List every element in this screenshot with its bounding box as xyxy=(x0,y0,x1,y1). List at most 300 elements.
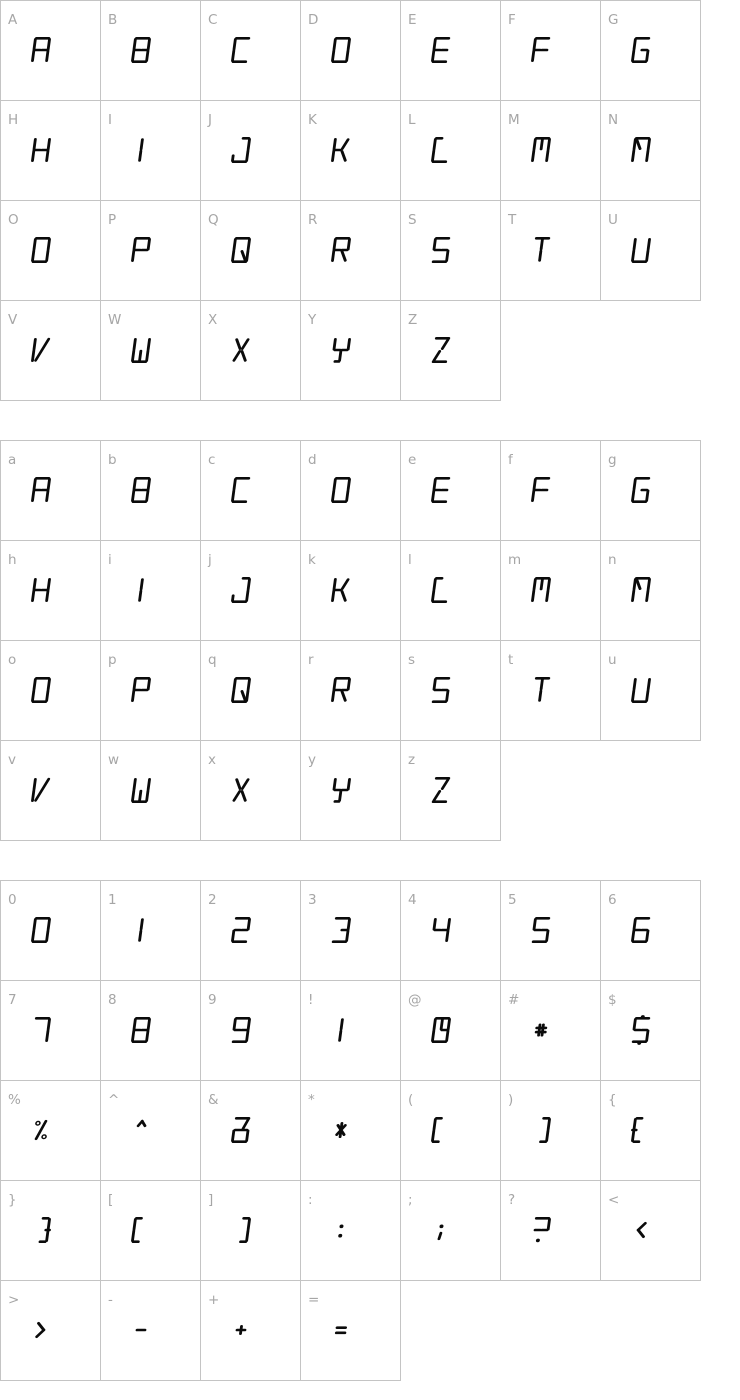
grid-row xyxy=(1,201,701,301)
cell-character-label: ; xyxy=(408,1192,413,1208)
lcd-glyph-svg xyxy=(232,677,249,703)
lcd-glyph-svg xyxy=(132,1217,149,1243)
cell-character-label: D xyxy=(308,12,319,28)
cell-character-label: q xyxy=(208,652,217,668)
lcd-glyph-svg xyxy=(232,917,249,943)
cell-character-label: } xyxy=(8,1192,17,1208)
glyph-cell xyxy=(101,981,201,1081)
glyph-cell xyxy=(501,101,601,201)
glyph-cell xyxy=(1,201,101,301)
cell-character-label: Z xyxy=(408,312,418,328)
cell-character-label: h xyxy=(8,552,17,568)
glyph-cell xyxy=(401,201,501,301)
lcd-glyph-svg xyxy=(532,577,549,603)
lcd-glyph-svg xyxy=(132,917,149,943)
lcd-glyph xyxy=(232,137,249,163)
lcd-glyph xyxy=(232,37,249,63)
lcd-glyph xyxy=(432,917,449,943)
glyph-cell xyxy=(301,1081,401,1181)
cell-character-label: x xyxy=(208,752,216,768)
lcd-glyph-svg xyxy=(432,37,449,63)
lcd-glyph-svg xyxy=(432,1217,449,1243)
glyph-cell xyxy=(601,541,701,641)
cell-character-label: a xyxy=(8,452,17,468)
lcd-glyph-svg xyxy=(632,477,649,503)
lcd-glyph-svg xyxy=(32,37,49,63)
lcd-glyph-svg xyxy=(232,1017,249,1043)
glyph-cell xyxy=(501,441,601,541)
lcd-glyph xyxy=(132,1317,149,1343)
cell-character-label: d xyxy=(308,452,317,468)
glyph-cell xyxy=(101,1081,201,1181)
lcd-glyph xyxy=(332,1017,349,1043)
glyph-cell xyxy=(301,441,401,541)
cell-character-label: v xyxy=(8,752,16,768)
cell-character-label: * xyxy=(308,1092,315,1108)
cell-character-label: E xyxy=(408,12,417,28)
lcd-glyph-svg xyxy=(332,577,349,603)
lcd-glyph xyxy=(32,1017,49,1043)
cell-character-label: 9 xyxy=(208,992,217,1008)
glyph-cell xyxy=(201,741,301,841)
cell-character-label: c xyxy=(208,452,216,468)
lcd-glyph-svg xyxy=(532,1217,549,1243)
lcd-glyph-svg xyxy=(432,337,449,363)
lcd-glyph xyxy=(232,1017,249,1043)
cell-character-label: r xyxy=(308,652,314,668)
cell-character-label: p xyxy=(108,652,117,668)
lcd-glyph-svg xyxy=(32,917,49,943)
cell-character-label: l xyxy=(408,552,412,568)
grid-row xyxy=(1,1181,701,1281)
lcd-glyph xyxy=(332,1117,349,1143)
lcd-glyph-svg xyxy=(432,1117,449,1143)
lcd-glyph-svg xyxy=(632,137,649,163)
glyph-cell xyxy=(1,1081,101,1181)
grid-row xyxy=(1,541,701,641)
cell-character-label: m xyxy=(508,552,522,568)
lcd-glyph-svg xyxy=(132,337,149,363)
lcd-glyph xyxy=(32,477,49,503)
cell-character-label: @ xyxy=(408,992,422,1008)
glyph-cell xyxy=(1,881,101,981)
grid-row xyxy=(1,981,701,1081)
lcd-glyph xyxy=(32,1117,49,1143)
glyph-cell xyxy=(601,981,701,1081)
lcd-glyph-svg xyxy=(132,577,149,603)
glyph-cell xyxy=(601,441,701,541)
lcd-glyph-svg xyxy=(232,337,249,363)
lcd-glyph xyxy=(32,1217,49,1243)
glyph-cell xyxy=(201,101,301,201)
glyph-cell xyxy=(301,1181,401,1281)
lcd-glyph xyxy=(32,677,49,703)
lcd-glyph xyxy=(232,917,249,943)
lcd-glyph-svg xyxy=(632,1017,649,1043)
lcd-glyph xyxy=(232,777,249,803)
lcd-glyph-svg xyxy=(432,1017,449,1043)
lcd-glyph-svg xyxy=(232,477,249,503)
lcd-glyph xyxy=(32,37,49,63)
lcd-glyph-svg xyxy=(332,1217,349,1243)
glyph-cell xyxy=(601,1,701,101)
glyph-cell xyxy=(101,741,201,841)
glyph-cell xyxy=(401,101,501,201)
lcd-glyph-svg xyxy=(132,137,149,163)
lcd-glyph-svg xyxy=(232,1217,249,1243)
glyph-cell xyxy=(101,441,201,541)
glyph-cell xyxy=(501,981,601,1081)
cell-character-label: 7 xyxy=(8,992,17,1008)
lcd-glyph xyxy=(432,677,449,703)
glyph-cell xyxy=(501,641,601,741)
cell-character-label: w xyxy=(108,752,120,768)
glyph-cell xyxy=(101,1281,201,1381)
lcd-glyph-svg xyxy=(232,237,249,263)
cell-character-label: 3 xyxy=(308,892,317,908)
lcd-glyph-svg xyxy=(432,237,449,263)
cell-character-label: b xyxy=(108,452,117,468)
cell-character-label: 1 xyxy=(108,892,117,908)
lcd-glyph-svg xyxy=(32,1117,49,1143)
cell-character-label: A xyxy=(8,12,18,28)
cell-character-label: Y xyxy=(308,312,317,328)
lcd-glyph-svg xyxy=(332,777,349,803)
lcd-glyph-svg xyxy=(432,137,449,163)
glyph-cell xyxy=(201,641,301,741)
lcd-glyph xyxy=(432,237,449,263)
lcd-glyph-svg xyxy=(32,1217,49,1243)
glyph-cell xyxy=(201,881,301,981)
lcd-glyph xyxy=(632,237,649,263)
glyph-cell xyxy=(1,301,101,401)
glyph-cell xyxy=(201,441,301,541)
lcd-glyph-svg xyxy=(532,37,549,63)
cell-character-label: 4 xyxy=(408,892,417,908)
lcd-glyph xyxy=(32,1317,49,1343)
cell-character-label: M xyxy=(508,112,520,128)
cell-character-label: U xyxy=(608,212,618,228)
lcd-glyph-svg xyxy=(332,137,349,163)
glyph-cell xyxy=(1,101,101,201)
glyph-cell xyxy=(501,541,601,641)
cell-character-label: f xyxy=(508,452,513,468)
glyph-cell xyxy=(401,301,501,401)
cell-character-label: 5 xyxy=(508,892,517,908)
lcd-glyph-svg xyxy=(332,337,349,363)
lcd-glyph xyxy=(332,917,349,943)
lcd-glyph xyxy=(532,237,549,263)
lcd-glyph-svg xyxy=(632,37,649,63)
lcd-glyph xyxy=(532,137,549,163)
lcd-glyph-svg xyxy=(432,477,449,503)
lcd-glyph xyxy=(432,1217,449,1243)
cell-character-label: ] xyxy=(208,1192,214,1208)
glyph-cell xyxy=(1,1281,101,1381)
grid-row xyxy=(1,301,701,401)
glyph-cell xyxy=(401,981,501,1081)
glyph-cell xyxy=(501,1,601,101)
glyph-cell xyxy=(301,101,401,201)
lcd-glyph xyxy=(332,577,349,603)
lcd-glyph-svg xyxy=(532,237,549,263)
glyph-cell xyxy=(601,1181,701,1281)
cell-character-label: t xyxy=(508,652,514,668)
cell-character-label: ) xyxy=(508,1092,514,1108)
lcd-glyph xyxy=(532,477,549,503)
cell-character-label: G xyxy=(608,12,619,28)
lcd-glyph-svg xyxy=(132,237,149,263)
cell-character-label: : xyxy=(308,1192,313,1208)
lcd-glyph xyxy=(632,677,649,703)
grid-row xyxy=(1,881,701,981)
lcd-glyph-svg xyxy=(32,777,49,803)
cell-character-label: = xyxy=(308,1292,320,1308)
glyph-cell xyxy=(101,301,201,401)
cell-character-label: 8 xyxy=(108,992,117,1008)
cell-character-label: s xyxy=(408,652,416,668)
lcd-glyph-svg xyxy=(432,577,449,603)
cell-character-label: y xyxy=(308,752,316,768)
cell-character-label: i xyxy=(108,552,112,568)
glyph-cell xyxy=(601,101,701,201)
glyph-cell xyxy=(301,641,401,741)
lcd-glyph xyxy=(232,1117,249,1143)
lcd-glyph xyxy=(532,677,549,703)
glyph-cell xyxy=(601,1081,701,1181)
cell-character-label: { xyxy=(608,1092,617,1108)
lcd-glyph-svg xyxy=(32,677,49,703)
glyph-cell xyxy=(301,741,401,841)
lcd-glyph xyxy=(432,137,449,163)
lcd-glyph xyxy=(532,1017,549,1043)
lcd-glyph-svg xyxy=(532,137,549,163)
lcd-glyph xyxy=(132,917,149,943)
glyph-cell xyxy=(101,201,201,301)
cell-character-label: Q xyxy=(208,212,219,228)
lcd-glyph xyxy=(632,137,649,163)
lcd-glyph-svg xyxy=(132,477,149,503)
cell-character-label: 0 xyxy=(8,892,17,908)
glyph-cell xyxy=(1,441,101,541)
glyph-cell xyxy=(201,981,301,1081)
glyph-cell xyxy=(401,1081,501,1181)
digits-symbols-grid xyxy=(0,880,701,1381)
lcd-glyph xyxy=(132,237,149,263)
lcd-glyph xyxy=(432,577,449,603)
glyph-cell xyxy=(201,201,301,301)
lcd-glyph xyxy=(532,37,549,63)
cell-character-label: k xyxy=(308,552,316,568)
lcd-glyph xyxy=(32,577,49,603)
lcd-glyph xyxy=(632,1017,649,1043)
lcd-glyph xyxy=(432,337,449,363)
glyph-cell xyxy=(301,1,401,101)
lcd-glyph xyxy=(32,917,49,943)
glyph-cell xyxy=(301,1281,401,1381)
glyph-cell xyxy=(1,641,101,741)
lcd-glyph-svg xyxy=(232,577,249,603)
glyph-cell xyxy=(101,881,201,981)
cell-character-label: V xyxy=(8,312,18,328)
lcd-glyph xyxy=(32,337,49,363)
lcd-glyph-svg xyxy=(132,1317,149,1343)
glyph-cell xyxy=(401,741,501,841)
glyph-cell xyxy=(101,641,201,741)
cell-character-label: < xyxy=(608,1192,620,1208)
lcd-glyph-svg xyxy=(332,37,349,63)
glyph-cell xyxy=(201,301,301,401)
lcd-glyph xyxy=(232,677,249,703)
lcd-glyph-svg xyxy=(632,1117,649,1143)
lcd-glyph xyxy=(332,37,349,63)
lcd-glyph xyxy=(132,677,149,703)
glyph-cell xyxy=(1,741,101,841)
lcd-glyph-svg xyxy=(32,477,49,503)
lcd-glyph xyxy=(132,777,149,803)
cell-character-label: u xyxy=(608,652,617,668)
glyph-cell xyxy=(201,1181,301,1281)
cell-character-label: X xyxy=(208,312,218,328)
cell-character-label: e xyxy=(408,452,417,468)
cell-character-label: O xyxy=(8,212,19,228)
glyph-cell xyxy=(501,201,601,301)
lcd-glyph-svg xyxy=(132,777,149,803)
glyph-cell xyxy=(601,201,701,301)
glyph-cell xyxy=(301,201,401,301)
cell-character-label: o xyxy=(8,652,17,668)
lcd-glyph-svg xyxy=(332,677,349,703)
cell-character-label: + xyxy=(208,1292,220,1308)
lcd-glyph-svg xyxy=(132,1117,149,1143)
cell-character-label: L xyxy=(408,112,416,128)
lcd-glyph xyxy=(132,337,149,363)
cell-character-label: F xyxy=(508,12,516,28)
lcd-glyph-svg xyxy=(32,1317,49,1343)
glyph-cell xyxy=(301,981,401,1081)
grid-row xyxy=(1,1281,701,1381)
cell-character-label: g xyxy=(608,452,617,468)
cell-character-label: % xyxy=(8,1092,21,1108)
glyph-cell xyxy=(401,641,501,741)
glyph-cell xyxy=(101,101,201,201)
glyph-cell xyxy=(601,881,701,981)
lcd-glyph-svg xyxy=(32,1017,49,1043)
lowercase-letters-grid xyxy=(0,440,701,841)
lcd-glyph-svg xyxy=(332,477,349,503)
lcd-glyph xyxy=(232,1317,249,1343)
lcd-glyph-svg xyxy=(32,137,49,163)
lcd-glyph xyxy=(232,337,249,363)
cell-character-label: N xyxy=(608,112,619,128)
cell-character-label: 2 xyxy=(208,892,217,908)
grid-row xyxy=(1,1081,701,1181)
lcd-glyph xyxy=(132,137,149,163)
glyph-cell xyxy=(501,1081,601,1181)
lcd-glyph xyxy=(632,37,649,63)
lcd-glyph xyxy=(332,1217,349,1243)
glyph-cell xyxy=(501,1181,601,1281)
lcd-glyph xyxy=(532,1117,549,1143)
glyph-cell xyxy=(401,1181,501,1281)
lcd-glyph-svg xyxy=(332,1117,349,1143)
cell-character-label: # xyxy=(508,992,520,1008)
cell-character-label: - xyxy=(108,1292,113,1308)
cell-character-label: S xyxy=(408,212,417,228)
cell-character-label: K xyxy=(308,112,317,128)
cell-character-label: R xyxy=(308,212,318,228)
lcd-glyph xyxy=(332,477,349,503)
cell-character-label: ! xyxy=(308,992,314,1008)
glyph-cell xyxy=(301,301,401,401)
cell-character-label: C xyxy=(208,12,218,28)
glyph-cell xyxy=(1,1,101,101)
lcd-glyph-svg xyxy=(132,37,149,63)
lcd-glyph-svg xyxy=(432,917,449,943)
glyph-cell xyxy=(201,541,301,641)
lcd-glyph-svg xyxy=(32,237,49,263)
cell-character-label: I xyxy=(108,112,112,128)
cell-character-label: ( xyxy=(408,1092,414,1108)
glyph-cell xyxy=(401,1,501,101)
glyph-cell xyxy=(401,881,501,981)
grid-row xyxy=(1,1,701,101)
grid-row xyxy=(1,641,701,741)
cell-character-label: 6 xyxy=(608,892,617,908)
glyph-cell xyxy=(201,1081,301,1181)
lcd-glyph xyxy=(132,1217,149,1243)
lcd-glyph-svg xyxy=(532,917,549,943)
cell-character-label: ? xyxy=(508,1192,516,1208)
cell-character-label: H xyxy=(8,112,19,128)
lcd-glyph xyxy=(532,917,549,943)
lcd-glyph-svg xyxy=(332,237,349,263)
cell-character-label: J xyxy=(208,112,212,128)
lcd-glyph-svg xyxy=(432,777,449,803)
glyph-cell xyxy=(201,1281,301,1381)
grid-row xyxy=(1,741,701,841)
lcd-glyph-svg xyxy=(132,677,149,703)
lcd-glyph-svg xyxy=(632,577,649,603)
lcd-glyph-svg xyxy=(532,477,549,503)
lcd-glyph xyxy=(132,1117,149,1143)
uppercase-letters-grid xyxy=(0,0,701,401)
glyph-cell xyxy=(101,1181,201,1281)
glyph-cell xyxy=(601,641,701,741)
lcd-glyph-svg xyxy=(632,1217,649,1243)
lcd-glyph-svg xyxy=(32,577,49,603)
cell-character-label: [ xyxy=(108,1192,114,1208)
lcd-glyph-svg xyxy=(132,1017,149,1043)
lcd-glyph xyxy=(432,477,449,503)
lcd-glyph-svg xyxy=(632,917,649,943)
glyph-cell xyxy=(1,1181,101,1281)
cell-character-label: ^ xyxy=(108,1092,120,1108)
lcd-glyph xyxy=(432,1017,449,1043)
lcd-glyph-svg xyxy=(232,37,249,63)
lcd-glyph xyxy=(132,477,149,503)
cell-character-label: T xyxy=(508,212,517,228)
lcd-glyph xyxy=(432,777,449,803)
lcd-glyph xyxy=(532,1217,549,1243)
cell-character-label: > xyxy=(8,1292,20,1308)
lcd-glyph xyxy=(632,1117,649,1143)
glyph-cell xyxy=(201,1,301,101)
glyph-cell xyxy=(101,541,201,641)
lcd-glyph xyxy=(232,1217,249,1243)
lcd-glyph-svg xyxy=(232,137,249,163)
grid-row xyxy=(1,441,701,541)
